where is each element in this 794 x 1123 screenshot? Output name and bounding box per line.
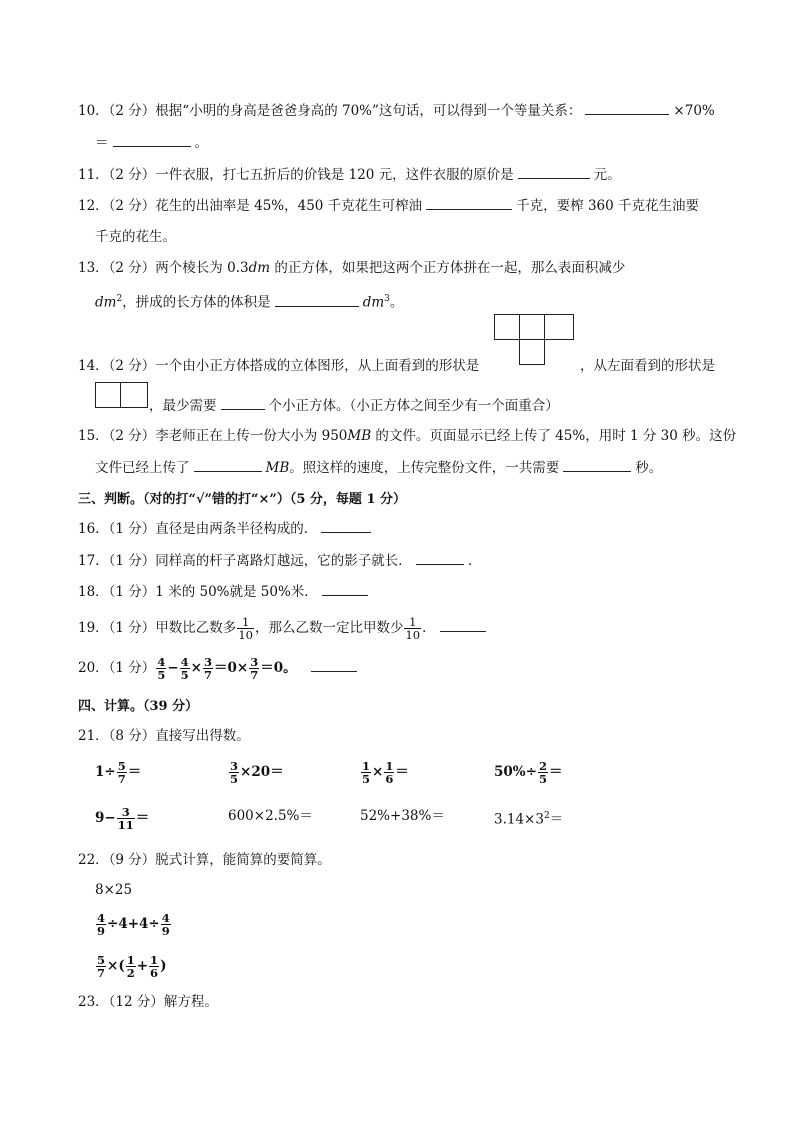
- calc-item: $3.14\times 3^2=$: [494, 811, 564, 828]
- answer-blank[interactable]: [563, 457, 631, 472]
- expression-text: ＝0×: [213, 660, 249, 676]
- unit-mb: MB: [265, 460, 290, 476]
- fraction: $\frac{3}{5}$: [230, 759, 239, 786]
- question-14-text-2: ，从左面看到的形状是: [580, 358, 715, 374]
- calc-expression: $\frac{5}{7}$ ×( $\frac{1}{2}$ + $\frac{1}{6}$ ): [97, 953, 167, 980]
- question-22-title: 22．（9 分）脱式计算，能简算的要简算。: [78, 852, 331, 868]
- answer-blank[interactable]: [440, 617, 486, 632]
- question-17: [78, 550, 481, 571]
- fraction: $\frac{3}{7}$: [203, 655, 212, 682]
- minus-sign: −: [167, 660, 179, 676]
- question-20: [78, 656, 361, 681]
- question-13-text-3: ，拼成的长方体的体积是: [122, 294, 271, 311]
- section-4-heading: 四、计算。（39 分）: [78, 699, 199, 714]
- fraction: $\frac{3}{11}$: [117, 805, 134, 832]
- square-cell: [544, 314, 574, 340]
- question-10-line2: [95, 132, 208, 153]
- unit-text: 秒。: [635, 460, 663, 476]
- fraction: $\frac{4}{9}$: [161, 911, 170, 938]
- answer-blank[interactable]: [426, 195, 512, 210]
- answer-blank[interactable]: [311, 657, 357, 672]
- question-14-text-4: 个小正方体。（小正方体之间至少有一个面重合）: [268, 398, 559, 414]
- question-16-text: 16．（1 分）直径是由两条半径构成的．: [78, 521, 318, 537]
- answer-blank[interactable]: [113, 132, 191, 147]
- question-14-text-b: [580, 356, 715, 376]
- question-13-text-2: 的正方体，如果把这两个正方体拼在一起，那么表面积减少: [270, 260, 626, 276]
- question-12-line2: [95, 227, 176, 247]
- calc-item: 600×2.5%＝: [228, 808, 313, 824]
- fraction: $\frac{1}{5}$: [362, 759, 371, 786]
- question-15-text-2: 的文件。页面显示已经上传了 45%，用时 1 分 30 秒。这份: [371, 428, 737, 444]
- fraction: $\frac{4}{5}$: [157, 655, 166, 682]
- question-19-text: 19．（1 分）甲数比乙数多: [78, 620, 237, 636]
- unit-dm: dm: [248, 260, 271, 276]
- question-14: [78, 356, 479, 376]
- fraction: $\frac{5}{7}$: [97, 953, 106, 980]
- question-19: [78, 616, 490, 641]
- question-11-text: 11．（2 分）一件衣服，打七五折后的价钱是 120 元，这件衣服的原价是: [78, 167, 514, 183]
- question-23-title: 23．（12 分）解方程。: [78, 994, 218, 1010]
- fraction: $\frac{1}{6}$: [385, 759, 394, 786]
- exponent: 2: [116, 294, 123, 304]
- calc-item: 1÷ $\frac{5}{7}$ ＝: [95, 759, 142, 786]
- answer-blank[interactable]: [322, 581, 368, 596]
- fraction: $\frac{1}{6}$: [150, 953, 159, 980]
- fraction: $\frac{4}{9}$: [97, 911, 106, 938]
- calc-item: $\frac{3}{5}$ ×20＝: [230, 759, 284, 786]
- calc-expression: 8×25: [95, 882, 133, 898]
- question-10-suffix: ×70%: [673, 103, 715, 119]
- question-16: [78, 518, 375, 539]
- fraction: $\frac{1}{10}$: [238, 615, 253, 642]
- period: 。: [194, 135, 208, 151]
- question-15-text-4: 。照这样的速度，上传完整份文件，一共需要: [289, 460, 560, 476]
- fraction: $\frac{1}{2}$: [126, 953, 135, 980]
- equals-sign: ＝: [95, 135, 109, 151]
- fraction: $\frac{3}{7}$: [250, 655, 259, 682]
- answer-blank[interactable]: [518, 164, 590, 179]
- unit-text: 元。: [593, 167, 621, 183]
- question-14-line2: [149, 395, 559, 416]
- question-17-text: 17．（1 分）同样高的杆子离路灯越远，它的影子就长．: [78, 553, 412, 569]
- question-15: [78, 426, 736, 446]
- expression-text: ＝0。: [260, 660, 297, 676]
- question-18-text: 18．（1 分）1 米的 50%就是 50%米．: [78, 584, 318, 600]
- unit-mb: MB: [347, 428, 372, 444]
- question-14-text-3: ，最少需要: [149, 398, 217, 414]
- answer-blank[interactable]: [321, 518, 371, 533]
- period: ．: [422, 620, 436, 636]
- question-12-text-2: 千克，要榨 360 千克花生油要: [516, 198, 700, 214]
- question-13-text: 13．（2 分）两个棱长为 0.3: [78, 260, 249, 276]
- question-19-text-2: ，那么乙数一定比甲数少: [254, 620, 404, 636]
- question-10-text: 10．（2 分）根据“小明的身高是爸爸身高的 70%”这句话，可以得到一个等量关系：: [78, 103, 582, 119]
- question-15-text-3: 文件已经上传了: [95, 460, 190, 476]
- question-11: [78, 164, 621, 185]
- question-15-line2: [95, 457, 662, 478]
- unit-dm: dm: [362, 294, 385, 311]
- square-cell: [120, 382, 148, 408]
- question-14-text: 14．（2 分）一个由小正方体搭成的立体图形，从上面看到的形状是: [78, 358, 480, 374]
- unit-dm: dm: [95, 294, 117, 311]
- period: 。: [389, 294, 404, 311]
- square-cell: [95, 382, 121, 408]
- answer-blank[interactable]: [585, 100, 669, 115]
- calc-item: $\frac{1}{5}$ × $\frac{1}{6}$ ＝: [362, 759, 409, 786]
- fraction: $\frac{4}{5}$: [180, 655, 189, 682]
- square-cell: [519, 339, 545, 365]
- calc-expression: $\frac{4}{9}$ ÷4+4÷ $\frac{4}{9}$: [97, 911, 170, 938]
- answer-blank[interactable]: [275, 292, 359, 307]
- question-15-text: 15．（2 分）李老师正在上传一份大小为 950: [78, 428, 348, 444]
- square-cell: [519, 314, 545, 340]
- period: ．: [467, 553, 482, 569]
- calc-item: 50%÷ $\frac{2}{5}$ ＝: [494, 759, 563, 786]
- question-21-title: 21．（8 分）直接写出得数。: [78, 728, 250, 744]
- calc-item: 52%+38%＝: [360, 808, 445, 824]
- calc-item: 9− $\frac{3}{11}$ ＝: [95, 805, 150, 832]
- question-18: [78, 581, 372, 602]
- section-3-heading: 三、判断。（对的打“√”错的打“×”）（5 分，每题 1 分）: [78, 492, 407, 507]
- answer-blank[interactable]: [221, 395, 265, 410]
- question-13-line2: [95, 289, 403, 313]
- times-sign: ×: [190, 660, 202, 676]
- question-13: [78, 258, 625, 278]
- fraction: $\frac{1}{10}$: [405, 615, 421, 642]
- answer-blank[interactable]: [194, 457, 262, 472]
- question-20-text: 20．（1 分）: [78, 660, 156, 676]
- fraction: $\frac{5}{7}$: [117, 759, 126, 786]
- question-10: [78, 100, 715, 121]
- square-cell: [494, 314, 520, 340]
- answer-blank[interactable]: [416, 550, 464, 565]
- question-12: [78, 195, 699, 216]
- question-12-text-3: 千克的花生。: [95, 229, 176, 245]
- question-12-text: 12．（2 分）花生的出油率是 45%，450 千克花生可榨油: [78, 198, 423, 214]
- fraction: $\frac{2}{5}$: [538, 759, 547, 786]
- exponent: 3: [384, 294, 390, 304]
